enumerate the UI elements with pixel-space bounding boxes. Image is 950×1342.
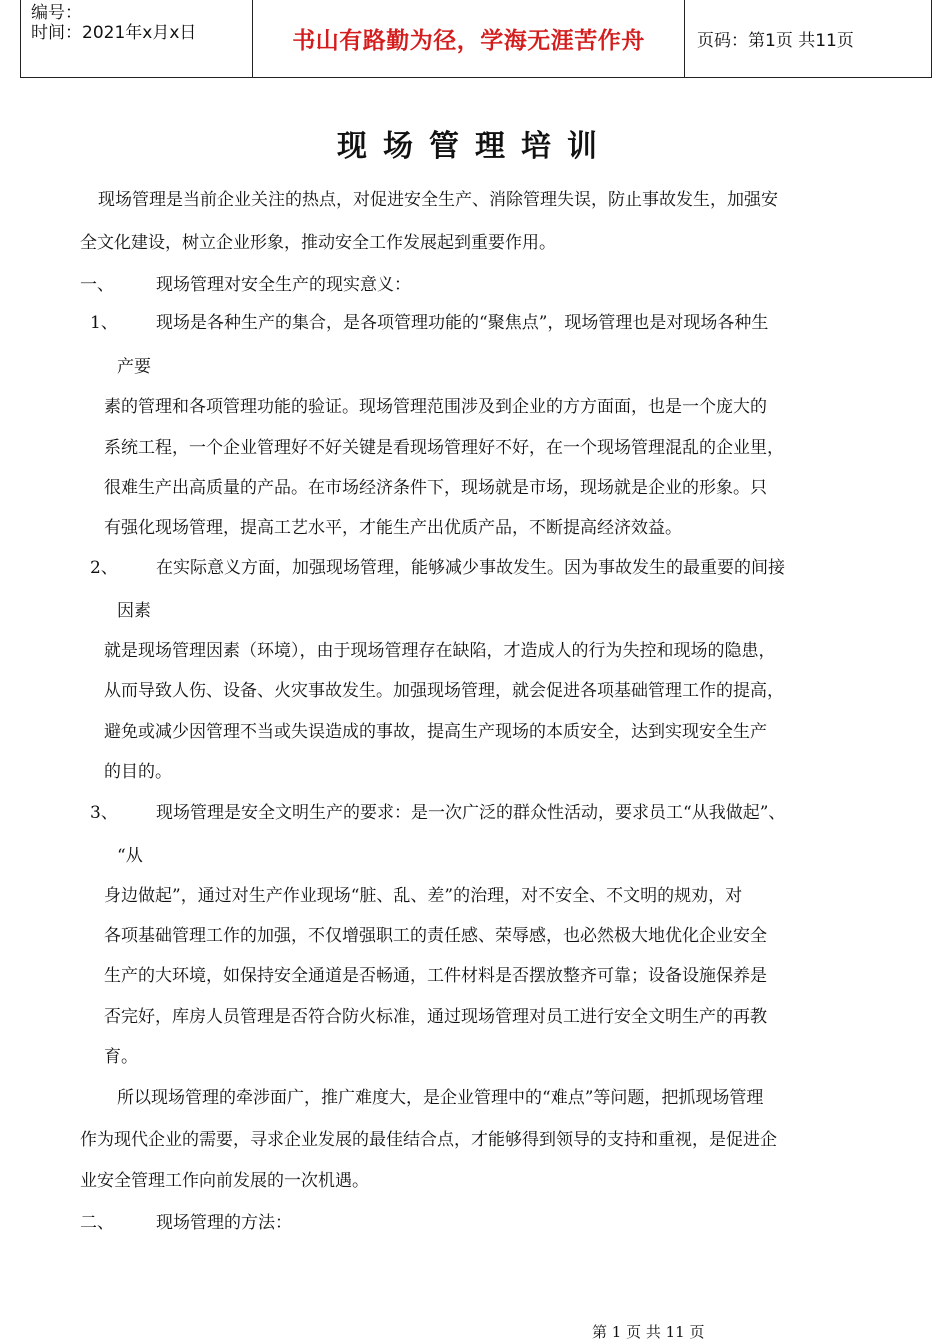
header-table bbox=[20, 0, 932, 78]
text-line: 因素 bbox=[117, 601, 151, 621]
text-line: 身边做起”，通过对生产作业现场“脏、乱、差”的治理，对不安全、不文明的规劝，对 bbox=[104, 886, 743, 906]
text-line: 全文化建设，树立企业形象，推动安全工作发展起到重要作用。 bbox=[80, 233, 556, 253]
text-line: 现场是各种生产的集合，是各项管理功能的“聚焦点”，现场管理也是对现场各种生 bbox=[156, 313, 769, 333]
text-line: 各项基础管理工作的加强，不仅增强职工的责任感、荣辱感，也必然极大地优化企业安全 bbox=[104, 926, 767, 946]
header-meta-cell bbox=[21, 0, 253, 77]
text-line: 素的管理和各项管理功能的验证。现场管理范围涉及到企业的方方面面，也是一个庞大的 bbox=[104, 397, 767, 417]
text-line: 现场管理是安全文明生产的要求：是一次广泛的群众性活动，要求员工“从我做起”、 bbox=[156, 803, 786, 823]
text-line: 生产的大环境，如保持安全通道是否畅通，工件材料是否摆放整齐可靠；设备设施保养是 bbox=[104, 966, 767, 986]
item-number: 2、 bbox=[90, 558, 118, 578]
item-number: 1、 bbox=[90, 313, 118, 333]
text-line: 在实际意义方面，加强现场管理，能够减少事故发生。因为事故发生的最重要的间接 bbox=[156, 558, 785, 578]
text-line: 就是现场管理因素（环境），由于现场管理存在缺陷，才造成人的行为失控和现场的隐患， bbox=[104, 641, 776, 661]
text-line: 否完好，库房人员管理是否符合防火标准，通过现场管理对员工进行安全文明生产的再教 bbox=[104, 1007, 767, 1027]
section-number: 一、 bbox=[80, 275, 114, 295]
text-line: 现场管理是当前企业关注的热点，对促进安全生产、消除管理失误，防止事故发生，加强安 bbox=[98, 190, 778, 210]
text-line: 产要 bbox=[117, 357, 151, 377]
text-line: “从 bbox=[117, 846, 143, 866]
page-indicator: 页码：第1页 共11页 bbox=[697, 31, 854, 51]
page-footer: 第 1 页 共 11 页 bbox=[592, 1323, 705, 1341]
section-number: 二、 bbox=[80, 1213, 114, 1233]
page-title: 现场管理培训 bbox=[337, 129, 613, 164]
text-line: 系统工程，一个企业管理好不好关键是看现场管理好不好，在一个现场管理混乱的企业里， bbox=[104, 438, 784, 458]
section-heading: 现场管理的方法： bbox=[156, 1213, 292, 1233]
time-label: 时间：2021年x月x日 bbox=[31, 23, 197, 43]
text-line: 从而导致人伤、设备、火灾事故发生。加强现场管理，就会促进各项基础管理工作的提高， bbox=[104, 681, 784, 701]
item-number: 3、 bbox=[90, 803, 118, 823]
text-line: 的目的。 bbox=[104, 762, 172, 782]
text-line: 很难生产出高质量的产品。在市场经济条件下，现场就是市场，现场就是企业的形象。只 bbox=[104, 478, 767, 498]
motto: 书山有路勤为径，学海无涯苦作舟 bbox=[253, 0, 685, 77]
text-line: 避免或减少因管理不当或失误造成的事故，提高生产现场的本质安全，达到实现安全生产 bbox=[104, 722, 767, 742]
code-label: 编号： bbox=[31, 3, 82, 23]
section-heading: 现场管理对安全生产的现实意义： bbox=[156, 275, 411, 295]
text-line: 所以现场管理的牵涉面广，推广难度大，是企业管理中的“难点”等问题，把抓现场管理 bbox=[117, 1088, 764, 1108]
text-line: 作为现代企业的需要，寻求企业发展的最佳结合点，才能够得到领导的支持和重视，是促进企 bbox=[80, 1130, 777, 1150]
text-line: 有强化现场管理，提高工艺水平，才能生产出优质产品，不断提高经济效益。 bbox=[104, 518, 682, 538]
text-line: 育。 bbox=[104, 1047, 138, 1067]
text-line: 业安全管理工作向前发展的一次机遇。 bbox=[80, 1171, 369, 1191]
